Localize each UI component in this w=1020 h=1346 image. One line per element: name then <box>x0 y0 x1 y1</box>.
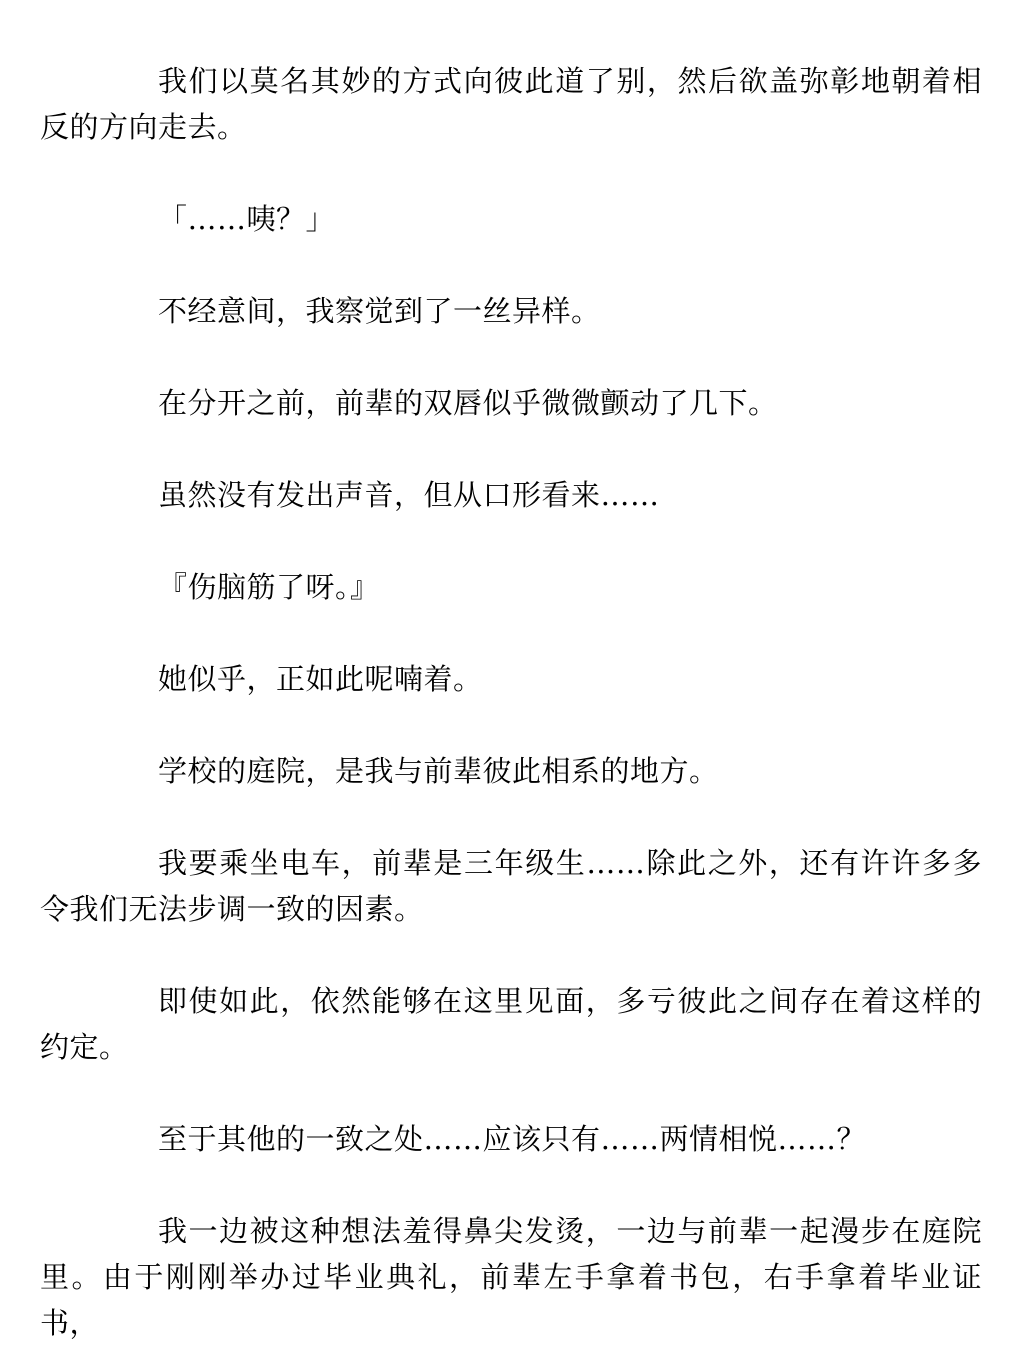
paragraph-11: 至于其他的一致之处……应该只有……两情相悦……？ <box>158 1122 867 1156</box>
paragraph-12: 我一边被这种想法羞得鼻尖发烫，一边与前辈一起漫步在庭院里。由于刚刚举办过毕业典礼，前辈左手拿着书包，右手拿着毕业证书， <box>40 1214 982 1340</box>
paragraph-4: 在分开之前，前辈的双唇似乎微微颤动了几下。 <box>158 386 778 420</box>
paragraph-5: 虽然没有发出声音，但从口形看来…… <box>158 478 660 512</box>
paragraph-7: 她似乎，正如此呢喃着。 <box>158 662 483 696</box>
paragraph-8: 学校的庭院，是我与前辈彼此相系的地方。 <box>158 754 719 788</box>
paragraph-10: 即使如此，依然能够在这里见面，多亏彼此之间存在着这样的约定。 <box>40 984 982 1064</box>
paragraph-3: 不经意间，我察觉到了一丝异样。 <box>158 294 601 328</box>
paragraph-9: 我要乘坐电车，前辈是三年级生……除此之外，还有许许多多令我们无法步调一致的因素。 <box>40 846 982 926</box>
paragraph-2: 「……咦？」 <box>158 202 336 236</box>
paragraph-6: 『伤脑筋了呀。』 <box>158 570 380 604</box>
paragraph-1: 我们以莫名其妙的方式向彼此道了别，然后欲盖弥彰地朝着相反的方向走去。 <box>40 64 982 144</box>
document-page <box>40 58 982 1346</box>
